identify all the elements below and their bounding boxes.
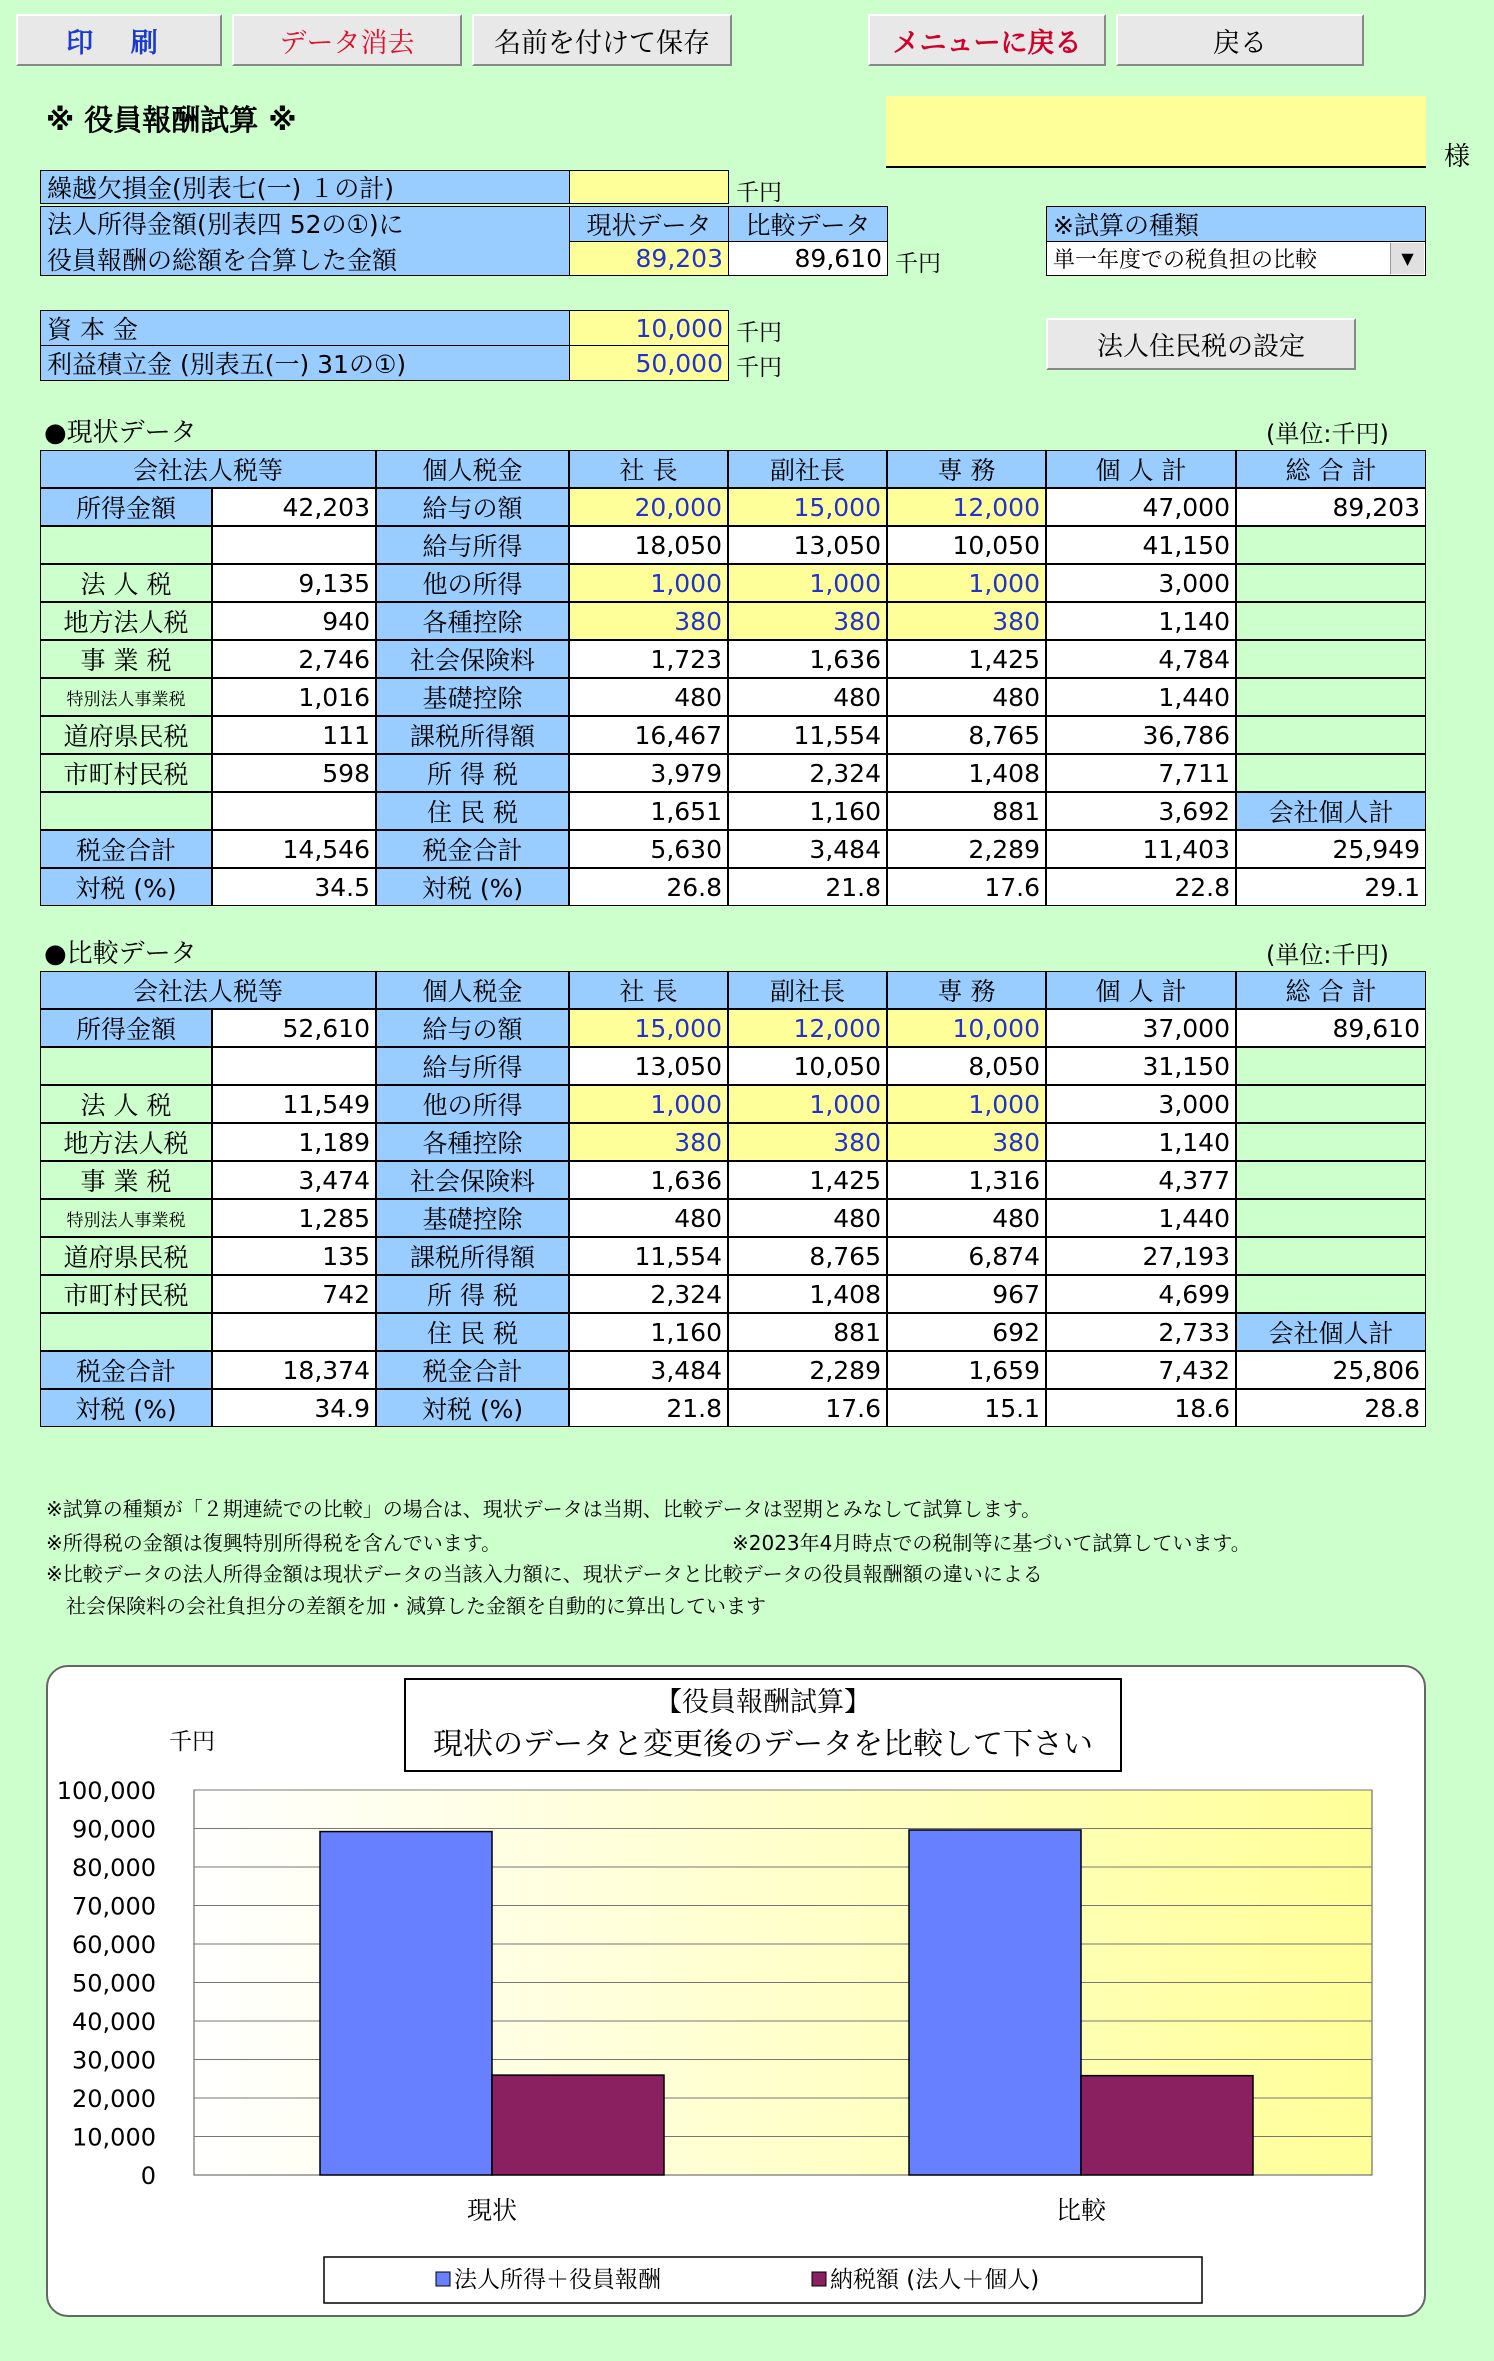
compare-g-value xyxy=(1236,1085,1426,1123)
compare-t-value: 7,432 xyxy=(1046,1351,1236,1389)
current-v-value[interactable]: 1,000 xyxy=(728,564,887,602)
compare-p-value: 480 xyxy=(569,1199,728,1237)
compare-v-value: 480 xyxy=(728,1199,887,1237)
compare-d-value: 1,316 xyxy=(887,1161,1046,1199)
compare-g-value xyxy=(1236,1123,1426,1161)
current-corp-value: 9,135 xyxy=(212,564,376,602)
current-v-value[interactable]: 380 xyxy=(728,602,887,640)
chart-svg xyxy=(48,1667,1428,2319)
compare-corp-label: 所得金額 xyxy=(40,1009,212,1047)
compare-d-value[interactable]: 380 xyxy=(887,1123,1046,1161)
compare-header-personal: 個人税金 xyxy=(376,971,569,1009)
y-tick-label: 20,000 xyxy=(72,2085,156,2113)
compare-personal-label: 給与の額 xyxy=(376,1009,569,1047)
page-title: ※ 役員報酬試算 ※ xyxy=(46,103,297,137)
current-v-value: 11,554 xyxy=(728,716,887,754)
bar-income-current xyxy=(320,1832,492,2175)
compare-d-value: 15.1 xyxy=(887,1389,1046,1427)
current-g-value: 会社個人計 xyxy=(1236,792,1426,830)
compare-personal-label: 給与所得 xyxy=(376,1047,569,1085)
compare-corp-value: 34.9 xyxy=(212,1389,376,1427)
current-t-value: 3,000 xyxy=(1046,564,1236,602)
income-unit: 千円 xyxy=(895,251,941,277)
compare-header-vice: 副社長 xyxy=(728,971,887,1009)
compare-p-value[interactable]: 380 xyxy=(569,1123,728,1161)
compare-corp-label: 地方法人税 xyxy=(40,1123,212,1161)
compare-corp-label xyxy=(40,1047,212,1085)
current-d-value: 881 xyxy=(887,792,1046,830)
legend-swatch xyxy=(812,2272,826,2286)
compare-personal-label: 対税 (%) xyxy=(376,1389,569,1427)
print-button[interactable]: 印 刷 xyxy=(16,14,222,66)
current-t-value: 47,000 xyxy=(1046,488,1236,526)
x-category-label: 比較 xyxy=(1055,2196,1107,2225)
current-g-value xyxy=(1236,526,1426,564)
compare-d-value: 8,050 xyxy=(887,1047,1046,1085)
chart-y-unit: 千円 xyxy=(169,1729,215,1755)
retained-earnings-input[interactable]: 50,000 xyxy=(569,345,729,381)
current-header-vice: 副社長 xyxy=(728,450,887,488)
current-corp-label: 税金合計 xyxy=(40,830,212,868)
current-d-value[interactable]: 12,000 xyxy=(887,488,1046,526)
current-d-value: 10,050 xyxy=(887,526,1046,564)
current-personal-label: 社会保険料 xyxy=(376,640,569,678)
compare-corp-label: 市町村民税 xyxy=(40,1275,212,1313)
compare-v-value: 1,408 xyxy=(728,1275,887,1313)
compare-corp-value xyxy=(212,1047,376,1085)
current-d-value: 8,765 xyxy=(887,716,1046,754)
income-current-input[interactable]: 89,203 xyxy=(569,241,729,276)
compare-corp-value: 18,374 xyxy=(212,1351,376,1389)
current-header-director: 専 務 xyxy=(887,450,1046,488)
compare-v-value: 1,425 xyxy=(728,1161,887,1199)
current-p-value: 480 xyxy=(569,678,728,716)
current-personal-label: 住 民 税 xyxy=(376,792,569,830)
compare-p-value: 1,636 xyxy=(569,1161,728,1199)
y-tick-label: 10,000 xyxy=(72,2123,156,2152)
compare-v-value: 881 xyxy=(728,1313,887,1351)
compare-v-value[interactable]: 380 xyxy=(728,1123,887,1161)
current-corp-value: 940 xyxy=(212,602,376,640)
current-header-corp: 会社法人税等 xyxy=(40,450,376,488)
y-tick-label: 80,000 xyxy=(72,1854,156,1882)
loss-unit: 千円 xyxy=(736,180,782,206)
compare-t-value: 18.6 xyxy=(1046,1389,1236,1427)
honorific-label: 様 xyxy=(1444,142,1471,172)
compare-t-value: 1,140 xyxy=(1046,1123,1236,1161)
current-t-value: 3,692 xyxy=(1046,792,1236,830)
y-tick-label: 100,000 xyxy=(56,1777,156,1805)
current-corp-label: 地方法人税 xyxy=(40,602,212,640)
current-corp-label: 特別法人事業税 xyxy=(40,678,212,716)
compare-corp-label: 税金合計 xyxy=(40,1351,212,1389)
compare-corp-label: 対税 (%) xyxy=(40,1389,212,1427)
current-p-value: 3,979 xyxy=(569,754,728,792)
current-v-value: 1,160 xyxy=(728,792,887,830)
compare-p-value: 3,484 xyxy=(569,1351,728,1389)
current-g-value xyxy=(1236,602,1426,640)
current-d-value: 1,408 xyxy=(887,754,1046,792)
compare-corp-value: 135 xyxy=(212,1237,376,1275)
current-corp-value xyxy=(212,792,376,830)
capital-label: 資 本 金 xyxy=(40,310,570,346)
compare-t-value: 2,733 xyxy=(1046,1313,1236,1351)
compare-header-corp: 会社法人税等 xyxy=(40,971,376,1009)
compare-data-header: 比較データ xyxy=(728,206,888,242)
current-personal-label: 給与所得 xyxy=(376,526,569,564)
compare-p-value: 2,324 xyxy=(569,1275,728,1313)
current-personal-label: 基礎控除 xyxy=(376,678,569,716)
current-header-president: 社 長 xyxy=(569,450,728,488)
compare-g-value xyxy=(1236,1237,1426,1275)
loss-carryforward-label: 繰越欠損金(別表七(一) １の計) xyxy=(40,170,570,204)
capital-unit: 千円 xyxy=(736,320,782,346)
retained-earnings-unit: 千円 xyxy=(736,355,782,381)
resident-tax-settings-button[interactable]: 法人住民税の設定 xyxy=(1046,318,1356,370)
compare-g-value xyxy=(1236,1199,1426,1237)
current-corp-value xyxy=(212,526,376,564)
compare-header-personal-total: 個 人 計 xyxy=(1046,971,1236,1009)
note-3: ※2023年4月時点での税制等に基づいて試算しています。 xyxy=(732,1531,1251,1555)
compare-v-value: 2,289 xyxy=(728,1351,887,1389)
current-corp-value: 598 xyxy=(212,754,376,792)
compare-p-value: 11,554 xyxy=(569,1237,728,1275)
note-4: ※比較データの法人所得金額は現状データの当該入力額に、現状データと比較データの役員報酬額の違いによる xyxy=(46,1562,1043,1586)
legend-swatch xyxy=(436,2272,450,2286)
current-corp-value: 34.5 xyxy=(212,868,376,906)
current-p-value: 1,723 xyxy=(569,640,728,678)
x-category-label: 現状 xyxy=(466,2196,518,2225)
compare-v-value: 10,050 xyxy=(728,1047,887,1085)
current-unit-label: (単位:千円) xyxy=(1266,420,1389,448)
note-2: ※所得税の金額は復興特別所得税を含んでいます。 xyxy=(46,1531,502,1555)
current-t-value: 7,711 xyxy=(1046,754,1236,792)
compare-personal-label: 住 民 税 xyxy=(376,1313,569,1351)
current-corp-label: 法 人 税 xyxy=(40,564,212,602)
compare-g-value: 25,806 xyxy=(1236,1351,1426,1389)
compare-d-value: 1,659 xyxy=(887,1351,1046,1389)
compare-corp-value: 3,474 xyxy=(212,1161,376,1199)
current-corp-value: 42,203 xyxy=(212,488,376,526)
income-label xyxy=(40,206,570,276)
chart-subtitle: 現状のデータと変更後のデータを比較して下さい xyxy=(433,1727,1093,1762)
current-corp-value: 14,546 xyxy=(212,830,376,868)
current-v-value: 1,636 xyxy=(728,640,887,678)
trial-type-label: ※試算の種類 xyxy=(1046,206,1426,242)
current-g-value xyxy=(1236,754,1426,792)
trial-type-select[interactable] xyxy=(1046,241,1426,276)
capital-input[interactable]: 10,000 xyxy=(569,310,729,346)
compare-v-value: 8,765 xyxy=(728,1237,887,1275)
current-d-value[interactable]: 1,000 xyxy=(887,564,1046,602)
loss-carryforward-input[interactable] xyxy=(569,170,729,204)
y-tick-label: 30,000 xyxy=(72,2046,156,2075)
income-label-line2: 役員報酬の総額を合算した金額 xyxy=(47,246,398,275)
current-d-value: 2,289 xyxy=(887,830,1046,868)
chart-panel xyxy=(46,1665,1426,2317)
current-p-value: 16,467 xyxy=(569,716,728,754)
compare-header-president: 社 長 xyxy=(569,971,728,1009)
current-header-grand-total: 総 合 計 xyxy=(1236,450,1426,488)
y-tick-label: 70,000 xyxy=(72,1892,156,1921)
compare-corp-value: 742 xyxy=(212,1275,376,1313)
y-tick-label: 60,000 xyxy=(72,1931,156,1959)
bar-tax-compare xyxy=(1081,2076,1253,2175)
compare-personal-label: 課税所得額 xyxy=(376,1237,569,1275)
current-g-value xyxy=(1236,640,1426,678)
bar-tax-current xyxy=(492,2075,664,2175)
current-v-value: 21.8 xyxy=(728,868,887,906)
compare-t-value: 4,699 xyxy=(1046,1275,1236,1313)
current-t-value: 1,440 xyxy=(1046,678,1236,716)
compare-header-grand-total: 総 合 計 xyxy=(1236,971,1426,1009)
note-5: 社会保険料の会社負担分の差額を加・減算した金額を自動的に算出しています xyxy=(46,1594,766,1618)
chevron-down-icon[interactable]: ▼ xyxy=(1390,243,1424,274)
compare-d-value: 967 xyxy=(887,1275,1046,1313)
chart-title: 【役員報酬試算】 xyxy=(655,1687,871,1718)
current-d-value: 17.6 xyxy=(887,868,1046,906)
retained-earnings-label: 利益積立金 (別表五(一) 31の①) xyxy=(40,345,570,381)
current-p-value: 5,630 xyxy=(569,830,728,868)
compare-d-value: 692 xyxy=(887,1313,1046,1351)
compare-g-value xyxy=(1236,1047,1426,1085)
compare-corp-value: 1,189 xyxy=(212,1123,376,1161)
current-v-value: 480 xyxy=(728,678,887,716)
current-t-value: 4,784 xyxy=(1046,640,1236,678)
compare-g-value xyxy=(1236,1161,1426,1199)
compare-personal-label: 基礎控除 xyxy=(376,1199,569,1237)
compare-header-director: 専 務 xyxy=(887,971,1046,1009)
client-name-field[interactable] xyxy=(886,96,1426,168)
income-label-line1: 法人所得金額(別表四 52の①)に xyxy=(47,210,404,239)
compare-v-value: 17.6 xyxy=(728,1389,887,1427)
compare-d-value[interactable]: 10,000 xyxy=(887,1009,1046,1047)
current-g-value xyxy=(1236,564,1426,602)
current-corp-label: 市町村民税 xyxy=(40,754,212,792)
current-p-value: 26.8 xyxy=(569,868,728,906)
compare-g-value: 会社個人計 xyxy=(1236,1313,1426,1351)
compare-corp-label: 道府県民税 xyxy=(40,1237,212,1275)
current-corp-value: 2,746 xyxy=(212,640,376,678)
compare-corp-label: 法 人 税 xyxy=(40,1085,212,1123)
current-g-value: 89,203 xyxy=(1236,488,1426,526)
current-d-value: 480 xyxy=(887,678,1046,716)
compare-personal-label: 所 得 税 xyxy=(376,1275,569,1313)
current-p-value[interactable]: 1,000 xyxy=(569,564,728,602)
compare-t-value: 37,000 xyxy=(1046,1009,1236,1047)
current-header-personal: 個人税金 xyxy=(376,450,569,488)
compare-d-value: 480 xyxy=(887,1199,1046,1237)
current-personal-label: 所 得 税 xyxy=(376,754,569,792)
save-as-button[interactable]: 名前を付けて保存 xyxy=(472,14,732,66)
current-p-value[interactable]: 380 xyxy=(569,602,728,640)
current-v-value: 13,050 xyxy=(728,526,887,564)
current-corp-label: 所得金額 xyxy=(40,488,212,526)
back-to-menu-button[interactable]: メニューに戻る xyxy=(868,14,1106,66)
y-tick-label: 40,000 xyxy=(72,2008,156,2036)
compare-corp-label: 特別法人事業税 xyxy=(40,1199,212,1237)
compare-g-value: 89,610 xyxy=(1236,1009,1426,1047)
compare-personal-label: 社会保険料 xyxy=(376,1161,569,1199)
compare-v-value[interactable]: 12,000 xyxy=(728,1009,887,1047)
legend-label: 納税額 (法人＋個人) xyxy=(830,2267,1040,2293)
current-corp-label xyxy=(40,526,212,564)
current-corp-label: 道府県民税 xyxy=(40,716,212,754)
current-data-header: 現状データ xyxy=(569,206,729,242)
current-g-value: 25,949 xyxy=(1236,830,1426,868)
current-d-value: 1,425 xyxy=(887,640,1046,678)
current-corp-label: 事 業 税 xyxy=(40,640,212,678)
note-1: ※試算の種類が「２期連続での比較」の場合は、現状データは当期、比較データは翌期とみなして試算します。 xyxy=(46,1497,1042,1521)
current-v-value[interactable]: 15,000 xyxy=(728,488,887,526)
current-section-title: ●現状データ xyxy=(44,418,197,448)
compare-personal-label: 各種控除 xyxy=(376,1123,569,1161)
compare-g-value: 28.8 xyxy=(1236,1389,1426,1427)
compare-corp-label: 事 業 税 xyxy=(40,1161,212,1199)
current-v-value: 2,324 xyxy=(728,754,887,792)
current-header-personal-total: 個 人 計 xyxy=(1046,450,1236,488)
compare-t-value: 3,000 xyxy=(1046,1085,1236,1123)
compare-unit-label: (単位:千円) xyxy=(1266,941,1389,969)
current-p-value[interactable]: 20,000 xyxy=(569,488,728,526)
current-personal-label: 課税所得額 xyxy=(376,716,569,754)
current-personal-label: 税金合計 xyxy=(376,830,569,868)
current-personal-label: 給与の額 xyxy=(376,488,569,526)
legend-label: 法人所得＋役員報酬 xyxy=(454,2267,661,2293)
y-tick-label: 90,000 xyxy=(72,1815,156,1844)
compare-t-value: 1,440 xyxy=(1046,1199,1236,1237)
current-personal-label: 各種控除 xyxy=(376,602,569,640)
compare-p-value: 21.8 xyxy=(569,1389,728,1427)
current-personal-label: 対税 (%) xyxy=(376,868,569,906)
current-personal-label: 他の所得 xyxy=(376,564,569,602)
current-t-value: 36,786 xyxy=(1046,716,1236,754)
current-corp-label: 対税 (%) xyxy=(40,868,212,906)
y-tick-label: 50,000 xyxy=(72,1969,156,1998)
compare-corp-value: 52,610 xyxy=(212,1009,376,1047)
compare-corp-value: 1,285 xyxy=(212,1199,376,1237)
current-g-value: 29.1 xyxy=(1236,868,1426,906)
compare-personal-label: 税金合計 xyxy=(376,1351,569,1389)
compare-section-title: ●比較データ xyxy=(44,939,197,969)
current-p-value: 18,050 xyxy=(569,526,728,564)
compare-v-value[interactable]: 1,000 xyxy=(728,1085,887,1123)
compare-personal-label: 他の所得 xyxy=(376,1085,569,1123)
compare-p-value: 1,160 xyxy=(569,1313,728,1351)
current-corp-value: 1,016 xyxy=(212,678,376,716)
compare-corp-value: 11,549 xyxy=(212,1085,376,1123)
compare-corp-value xyxy=(212,1313,376,1351)
compare-p-value[interactable]: 15,000 xyxy=(569,1009,728,1047)
compare-t-value: 4,377 xyxy=(1046,1161,1236,1199)
compare-p-value: 13,050 xyxy=(569,1047,728,1085)
back-button[interactable]: 戻る xyxy=(1116,14,1364,66)
compare-d-value[interactable]: 1,000 xyxy=(887,1085,1046,1123)
current-t-value: 11,403 xyxy=(1046,830,1236,868)
compare-t-value: 27,193 xyxy=(1046,1237,1236,1275)
current-t-value: 41,150 xyxy=(1046,526,1236,564)
compare-p-value[interactable]: 1,000 xyxy=(569,1085,728,1123)
current-g-value xyxy=(1236,716,1426,754)
compare-t-value: 31,150 xyxy=(1046,1047,1236,1085)
current-g-value xyxy=(1236,678,1426,716)
y-tick-label: 0 xyxy=(140,2162,156,2190)
compare-g-value xyxy=(1236,1275,1426,1313)
income-compare-value: 89,610 xyxy=(728,241,888,276)
current-corp-label xyxy=(40,792,212,830)
current-v-value: 3,484 xyxy=(728,830,887,868)
compare-corp-label xyxy=(40,1313,212,1351)
trial-type-value: 単一年度での税負担の比較 xyxy=(1053,248,1318,273)
clear-data-button[interactable]: データ消去 xyxy=(232,14,462,66)
current-t-value: 1,140 xyxy=(1046,602,1236,640)
current-d-value[interactable]: 380 xyxy=(887,602,1046,640)
bar-income-compare xyxy=(909,1830,1081,2175)
current-p-value: 1,651 xyxy=(569,792,728,830)
current-t-value: 22.8 xyxy=(1046,868,1236,906)
compare-d-value: 6,874 xyxy=(887,1237,1046,1275)
current-corp-value: 111 xyxy=(212,716,376,754)
